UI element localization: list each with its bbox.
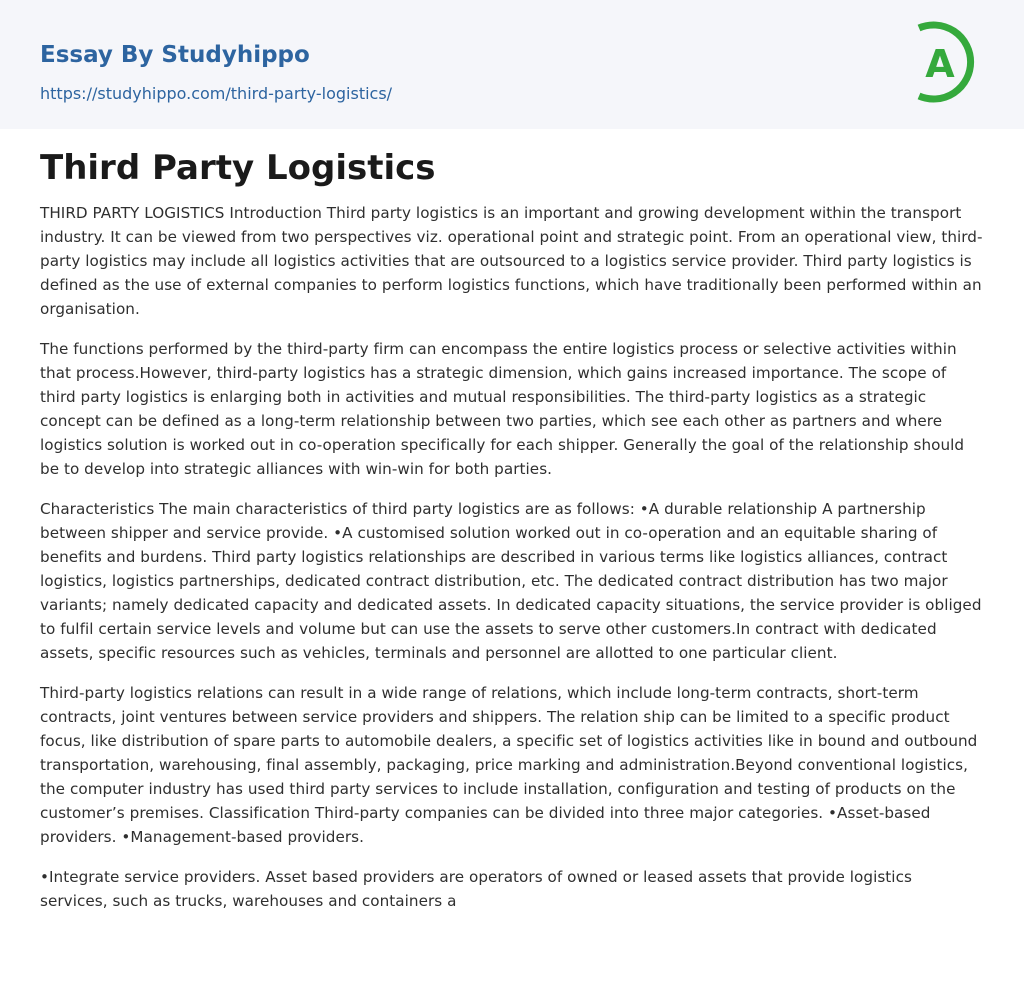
site-title[interactable]: Essay By Studyhippo	[40, 42, 310, 68]
essay-paragraph: •Integrate service providers. Asset based providers are operators of owned or leased assets that provide logistics services, such as trucks, warehouses and containers a	[40, 868, 912, 910]
logo-letter: A	[925, 42, 955, 86]
essay-paragraph: THIRD PARTY LOGISTICS Introduction Third party logistics is an important and growing development within the transport industry. It can be viewed from two perspectives viz. operational point and strategic point. From an operational view, third-party logistics may include all logistics activities that are outsourced to a logistics service provider. Third party logistics is defined as the use of external companies to perform logistics functions, which have traditionally been performed within an organisation.	[40, 204, 983, 318]
essay-url-link[interactable]: https://studyhippo.com/third-party-logistics/	[40, 84, 393, 103]
studyhippo-logo-icon[interactable]	[910, 16, 988, 108]
essay-paragraph: Characteristics The main characteristics of third party logistics are as follows: •A durable relationship A partnership between shipper and service provide. •A customised solution worked out in co-operation and an equitable sharing of benefits and burdens. Third party logistics relationships are described in various terms like logistics alliances, contract logistics, logistics partnerships, dedicated contract distribution, etc. The dedicated contract distribution has two major variants; namely dedicated capacity and dedicated assets. In dedicated capacity situations, the service provider is obliged to fulfil certain service levels and volume but can use the assets to serve other customers.In contract with dedicated assets, specific resources such as vehicles, terminals and personnel are allotted to one particular client.	[40, 500, 982, 662]
essay-title: Third Party Logistics	[40, 148, 436, 188]
site-header	[0, 0, 1024, 129]
essay-paragraph: Third-party logistics relations can result in a wide range of relations, which include long-term contracts, short-term contracts, joint ventures between service providers and shippers. The relation ship can be limited to a specific product focus, like distribution of spare parts to automobile dealers, a specific set of logistics activities like in bound and outbound transportation, warehousing, final assembly, packaging, price marking and administration.Beyond conventional logistics, the computer industry has used third party services to include installation, configuration and testing of products on the customer’s premises. Classification Third-party companies can be divided into three major categories. •Asset-based providers. •Management-based providers.	[40, 684, 978, 846]
essay-paragraph: The functions performed by the third-party firm can encompass the entire logistics process or selective activities within that process.However, third-party logistics has a strategic dimension, which gains increased importance. The scope of third party logistics is enlarging both in activities and mutual responsibilities. The third-party logistics as a strategic concept can be defined as a long-term relationship between two parties, which see each other as partners and where logistics solution is worked out in co-operation specifically for each shipper. Generally the goal of the relationship should be to develop into strategic alliances with win-win for both parties.	[40, 340, 965, 478]
essay-content	[40, 146, 984, 929]
